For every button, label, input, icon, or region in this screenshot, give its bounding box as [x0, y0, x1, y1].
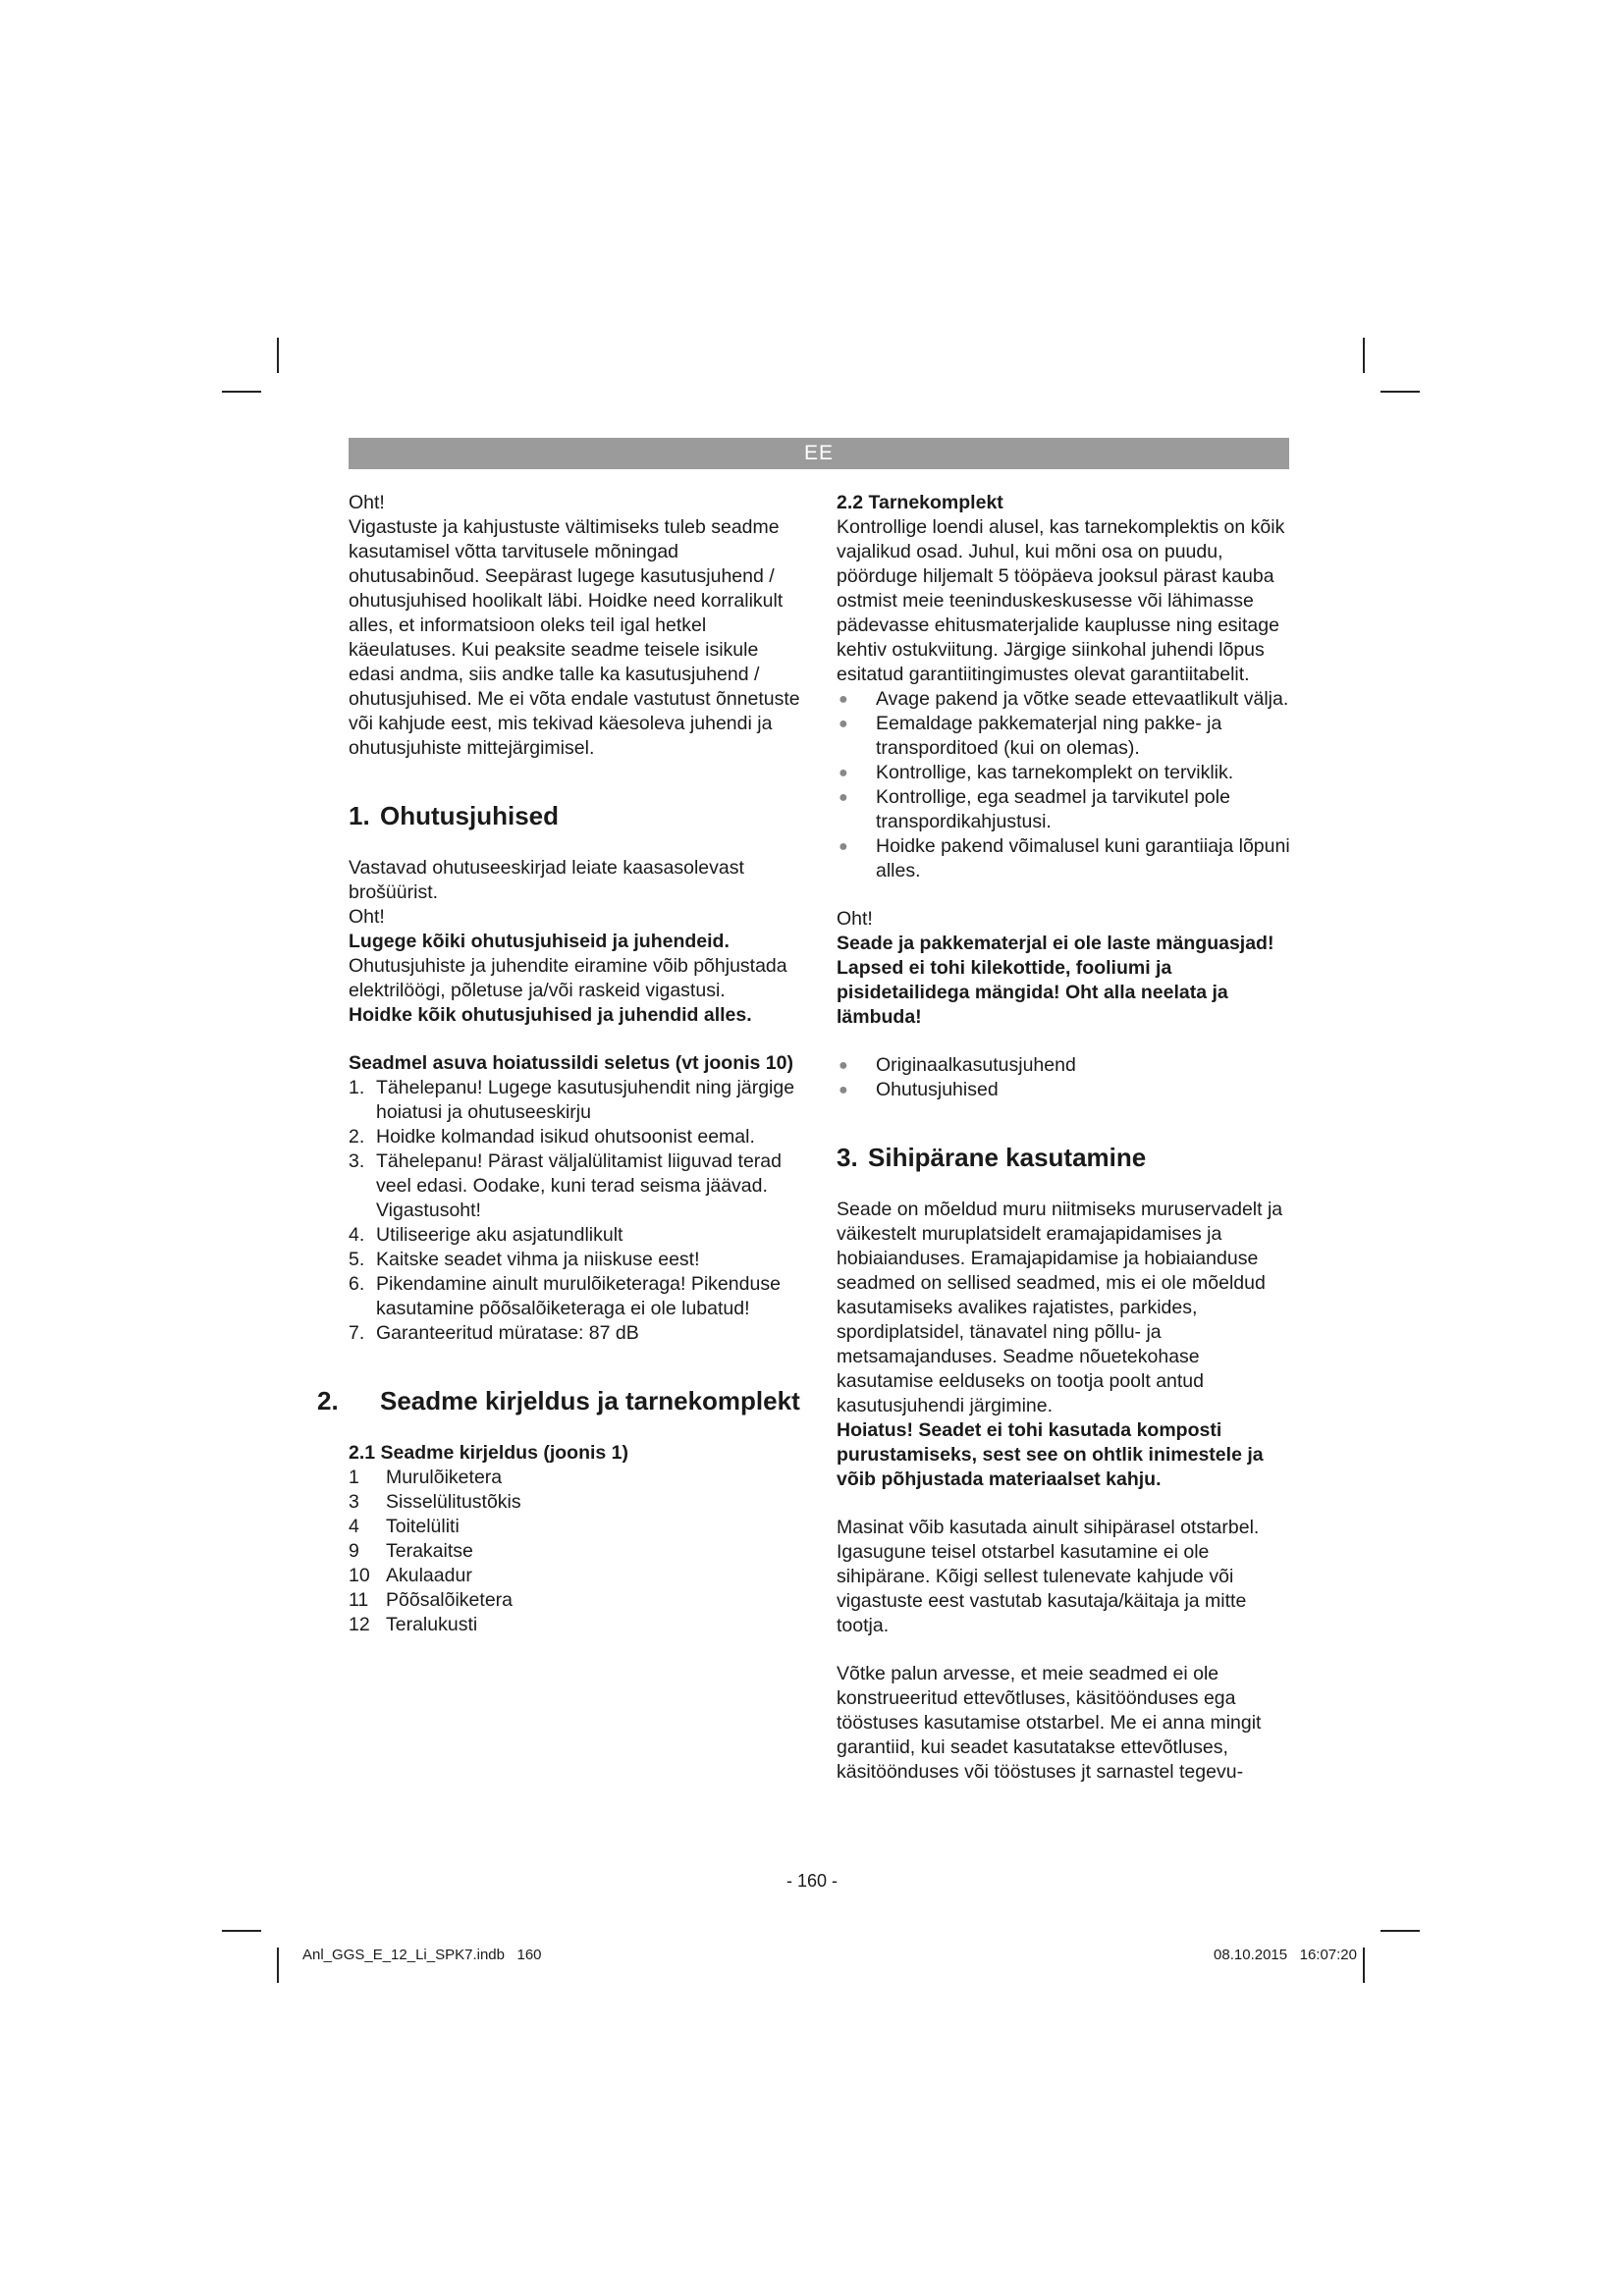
- list-item: 3 Sisselülitustõkis: [349, 1491, 521, 1513]
- section-3-warning: Hoiatus! Seadet ei tohi kasutada komposti purustamiseks, sest see on ohtlik inimestele ja võib põhjustada materiaalset kahju.: [837, 1419, 1264, 1490]
- list-item: 7. Garanteeritud müratase: 87 dB: [349, 1322, 639, 1344]
- warning-text-2: Ohutusjuhiste ja juhendite eiramine võib põhjustada elektrilöögi, põletuse ja/või raskeid vigastusi.: [349, 955, 787, 1001]
- section-1-intro: Vastavad ohutuseeskirjad leiate kaasasolevast brošüürist.: [349, 857, 744, 903]
- list-item: 11 Põõsalõiketera: [349, 1589, 513, 1611]
- crop-mark-bottom-left-h: [222, 1930, 261, 1932]
- bullet-icon: ●: [839, 789, 848, 806]
- list-item: 3. Tähelepanu! Pärast väljalülitamist liiguvad terad veel edasi. Oodake, kuni terad seisma jäävad. Vigastusoht!: [349, 1150, 782, 1221]
- language-header-bar: [349, 438, 1289, 469]
- section-number: 2.: [317, 1386, 339, 1415]
- warning-bold-3: Seade ja pakkematerjal ei ole laste mänguasjad! Lapsed ei tohi kilekottide, fooliumi ja pisidetailidega mängida! Oht alla neelata ja lämbuda!: [837, 933, 1274, 1028]
- list-item: 5. Kaitske seadet vihma ja niiskuse eest!: [349, 1249, 700, 1270]
- bullet-icon: ●: [839, 1057, 848, 1074]
- warning-title: Oht!: [349, 492, 385, 513]
- list-item: 4 Toitelüliti: [349, 1516, 460, 1537]
- subsection-2-1-title: 2.1 Seadme kirjeldus (joonis 1): [349, 1442, 629, 1464]
- crop-mark-top-right-h: [1380, 391, 1420, 393]
- list-item: 10 Akulaadur: [349, 1565, 472, 1586]
- list-item: ● Eemaldage pakkematerjal ning pakke- ja transporditoed (kui on olemas).: [839, 713, 1222, 759]
- crop-mark-top-right-v: [1363, 338, 1365, 373]
- subsection-2-2-text: Kontrollige loendi alusel, kas tarnekomplektis on kõik vajalikud osad. Juhul, kui mõni osa on puudu, pöörduge hiljemalt 5 tööpäeva jooksul pärast kauba ostmist meie teeninduskeskusesse või lähimasse pädevasse ehitusmaterjalide kauplusse ning esitage kehtiv ostukviitung. Järgige siinkohal juhendi lõpus esitatud garantiitingimustes olevat garantiitabelit.: [837, 516, 1285, 685]
- documents-list: [837, 1053, 1290, 1102]
- bullet-icon: ●: [839, 691, 848, 708]
- warning-text: Vigastuste ja kahjustuste vältimiseks tuleb seadme kasutamisel võtta tarvitusele mõningad ohutusabinõud. Seepärast lugege kasutusjuhend / ohutusjuhised hoolikalt läbi. Hoidke need korralikult alles, et informatsioon oleks teil igal hetkel käeulatuses. Kui peaksite seadme teisele isikule edasi andma, siis andke talle ka kasutusjuhend / ohutusjuhised. Me ei võta endale vastutust õnnetuste või kahjude eest, mis tekivad käesoleva juhendi ja ohutusjuhiste mittejärgimisel.: [349, 516, 800, 759]
- section-number: 1.: [349, 801, 370, 830]
- warning-title-2: Oht!: [349, 906, 385, 928]
- bullet-icon: ●: [839, 765, 848, 781]
- sign-legend-list: [349, 1076, 800, 1346]
- subsection-2-2-title: 2.2 Tarnekomplekt: [837, 492, 1003, 513]
- parts-list: [349, 1466, 800, 1637]
- list-item: ● Avage pakend ja võtke seade ettevaatlikult välja.: [839, 688, 1289, 710]
- crop-mark-bottom-right-h: [1380, 1930, 1420, 1932]
- list-item: 12 Teralukusti: [349, 1614, 478, 1635]
- crop-mark-bottom-right-v: [1363, 1948, 1365, 1983]
- warning-bold-1: Lugege kõiki ohutusjuhiseid ja juhendeid.: [349, 931, 730, 952]
- list-item: ● Kontrollige, kas tarnekomplekt on terviklik.: [839, 762, 1234, 783]
- left-column: [317, 491, 800, 1637]
- section-2-heading: [317, 1385, 800, 1417]
- bullet-icon: ●: [839, 838, 848, 855]
- section-3-text-2: Masinat võib kasutada ainult sihipärasel otstarbel. Igasugune teisel otstarbel kasutamine ei ole sihipärane. Kõigi sellest tulenevate kahjude või vigastuste eest vastutab kasutaja/käitaja ja mitte tootja.: [837, 1517, 1260, 1636]
- list-item: 4. Utiliseerige aku asjatundlikult: [349, 1224, 623, 1246]
- section-title: Sihipärane kasutamine: [868, 1143, 1147, 1172]
- list-item: ● Ohutusjuhised: [839, 1079, 999, 1100]
- list-item: 1 Murulõiketera: [349, 1467, 503, 1488]
- section-3-text-3: Võtke palun arvesse, et meie seadmed ei ole konstrueeritud ettevõtluses, käsitöönduses ega tööstuses kasutamise otstarbel. Me ei anna mingit garantiid, kui seadet kasutatakse ettevõtluses, käsitöönduses või tööstuses jt sarnastel tegevu-: [837, 1663, 1262, 1783]
- warning-title-3: Oht!: [837, 908, 873, 930]
- sign-legend-title: Seadmel asuva hoiatussildi seletus (vt joonis 10): [349, 1052, 793, 1074]
- crop-mark-bottom-left-v: [277, 1948, 279, 1983]
- crop-mark-top-left-h: [222, 391, 261, 393]
- bullet-icon: ●: [839, 1082, 848, 1098]
- section-1-heading: [349, 800, 800, 832]
- footer-datetime: 08.10.2015 16:07:20: [1214, 1947, 1357, 1963]
- right-column: [837, 491, 1290, 1785]
- list-item: 1. Tähelepanu! Lugege kasutusjuhendit ning järgige hoiatusi ja ohutuseeskirju: [349, 1077, 795, 1123]
- crop-mark-top-left-v: [277, 338, 279, 373]
- section-title: Seadme kirjeldus ja tarnekomplekt: [380, 1386, 800, 1415]
- section-title: Ohutusjuhised: [380, 801, 559, 830]
- section-number: 3.: [837, 1143, 858, 1172]
- list-item: ● Kontrollige, ega seadmel ja tarvikutel pole transpordikahjustusi.: [839, 786, 1230, 832]
- list-item: 9 Terakaitse: [349, 1540, 473, 1562]
- warning-bold-2: Hoidke kõik ohutusjuhised ja juhendid alles.: [349, 1004, 752, 1026]
- section-3-text-1: Seade on mõeldud muru niitmiseks muruservadelt ja väikestelt muruplatsidelt eramajapidamises ja hobiaianduses. Eramajapidamise ja hobiaianduse seadmed on sellised seadmed, mis ei ole mõeldud kasutamiseks avalikes rajatistes, parkides, spordiplatsidel, tänavatel ning põllu- ja metsamajanduses. Seadme nõuetekohase kasutamise eelduseks on tootja poolt antud kasutusjuhendi järgimine.: [837, 1199, 1283, 1416]
- list-item: ● Hoidke pakend võimalusel kuni garantiiaja lõpuni alles.: [839, 835, 1290, 881]
- section-3-heading: [837, 1142, 1290, 1174]
- page-number: - 160 -: [785, 1871, 839, 1891]
- footer-file-name: Anl_GGS_E_12_Li_SPK7.indb 160: [302, 1947, 542, 1963]
- bullet-icon: ●: [839, 716, 848, 732]
- list-item: ● Originaalkasutusjuhend: [839, 1054, 1076, 1076]
- list-item: 6. Pikendamine ainult murulõiketeraga! Pikenduse kasutamine põõsalõiketeraga ei ole lubatud!: [349, 1273, 781, 1319]
- language-code: EE: [803, 442, 834, 464]
- unpacking-list: [837, 687, 1290, 883]
- list-item: 2. Hoidke kolmandad isikud ohutsoonist eemal.: [349, 1126, 755, 1148]
